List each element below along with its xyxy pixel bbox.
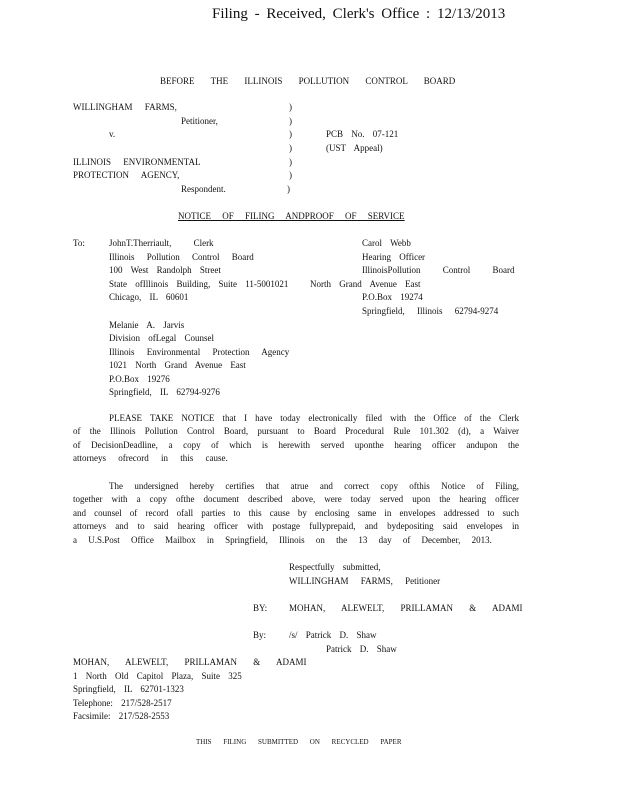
recipient-counsel-line: Illinois Environmental Protection Agency (109, 347, 290, 357)
versus: v. (109, 129, 116, 139)
recipient-clerk-line: 100 West Randolph Street (109, 265, 221, 275)
paragraph-line: of DecisionDeadline, a copy of which is herewith served uponthe hearing officer andupon the (73, 440, 519, 450)
recipient-counsel-line: Springfield, IL 62794-9276 (109, 387, 220, 397)
firm-address-line: 1 North Old Capitol Plaza, Suite 325 (73, 671, 242, 681)
paragraph-line: a U.S.Post Office Mailbox in Springfield, Illinois on the 13 day of December, 2013. (73, 535, 492, 545)
recipient-hearing-officer-line: P.O.Box 19274 (362, 292, 423, 302)
caption-paren: ) (287, 184, 290, 194)
paragraph-line: The undersigned hereby certifies that atrue and correct copy ofthis Notice of Filing, (109, 481, 519, 491)
paragraph-line: and counsel of record ofall parties to this cause by enclosing same in envelopes addressed to such (73, 508, 519, 518)
caption-paren: ) (289, 102, 292, 112)
recipient-hearing-officer-line: Springfield, Illinois 62794-9274 (362, 306, 499, 316)
notice-title: NOTICE OF FILING ANDPROOF OF SERVICE (178, 211, 405, 221)
paragraph-line: of the Illinois Pollution Control Board, pursuant to Board Procedural Rule 101.302 (d), a Waiver (73, 426, 519, 436)
recipient-clerk-line: Illinois Pollution Control Board (109, 252, 254, 262)
recipient-counsel-line: 1021 North Grand Avenue East (109, 360, 246, 370)
recycled-paper-footer: THIS FILING SUBMITTED ON RECYCLED PAPER (196, 738, 402, 746)
respondent-line-1: ILLINOIS ENVIRONMENTAL (73, 157, 201, 167)
caption-paren: ) (289, 157, 292, 167)
firm-address-line: MOHAN, ALEWELT, PRILLAMAN & ADAMI (73, 657, 307, 667)
recipient-clerk-name: JohnT.Therriault, Clerk (109, 238, 214, 248)
respectfully-submitted: Respectfully submitted, (289, 562, 381, 572)
caption-paren: ) (289, 129, 292, 139)
by-label: BY: (253, 603, 268, 613)
board-heading: BEFORE THE ILLINOIS POLLUTION CONTROL BOARD (160, 76, 456, 86)
by-label-2: By: (253, 630, 267, 640)
case-number: PCB No. 07-121 (326, 129, 399, 139)
respondent-line-2: PROTECTION AGENCY, (73, 170, 180, 180)
recipient-counsel-name: Melanie A. Jarvis (109, 320, 185, 330)
recipient-hearing-officer-name: Carol Webb (362, 238, 411, 248)
petitioner-name: WILLINGHAM FARMS, (73, 102, 177, 112)
paragraph-line: attorneys and to said hearing officer with postage fullyprepaid, and bydepositing said envelopes in (73, 521, 519, 531)
filing-stamp: Filing - Received, Clerk's Office : 12/13/2013 (212, 6, 506, 22)
recipient-clerk-line: Chicago, IL 60601 (109, 292, 189, 302)
firm-name: MOHAN, ALEWELT, PRILLAMAN & ADAMI (289, 603, 523, 613)
firm-address-line: Springfield, IL 62701-1323 (73, 684, 184, 694)
recipient-clerk-line: State ofIllinois Building, Suite 11-5001021 (109, 279, 289, 289)
petitioner-role: Petitioner, (181, 116, 218, 126)
caption-paren: ) (289, 143, 292, 153)
paragraph-line: PLEASE TAKE NOTICE that I have today electronically filed with the Office of the Clerk (109, 413, 519, 423)
recipient-hearing-officer-line: IllinoisPollution Control Board (362, 265, 515, 275)
signer-name: Patrick D. Shaw (326, 644, 397, 654)
caption-paren: ) (289, 170, 292, 180)
firm-fax: Facsimile: 217/528-2553 (73, 711, 170, 721)
recipient-clerk-line: North Grand Avenue East (310, 279, 421, 289)
recipient-counsel-line: P.O.Box 19276 (109, 374, 170, 384)
to-label: To: (73, 238, 85, 248)
recipient-counsel-line: Division ofLegal Counsel (109, 333, 214, 343)
case-type: (UST Appeal) (326, 143, 383, 153)
respondent-role: Respondent. (181, 184, 226, 194)
paragraph-line: attorneys ofrecord in this cause. (73, 453, 228, 463)
paragraph-line: together with a copy ofthe document described above, were today served upon the hearing officer (73, 494, 519, 504)
recipient-hearing-officer-line: Hearing Officer (362, 252, 426, 262)
firm-phone: Telephone: 217/528-2517 (73, 698, 172, 708)
caption-paren: ) (289, 116, 292, 126)
party-name: WILLINGHAM FARMS, Petitioner (289, 576, 441, 586)
electronic-signature: /s/ Patrick D. Shaw (289, 630, 377, 640)
